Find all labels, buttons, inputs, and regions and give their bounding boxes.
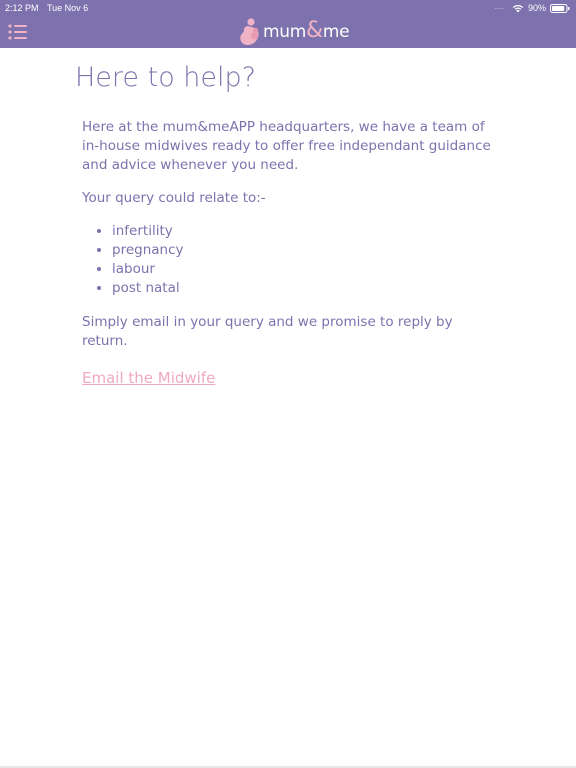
page-title: Here to help? bbox=[75, 62, 256, 93]
status-time: 2:12 PM bbox=[5, 3, 39, 13]
wifi-icon bbox=[512, 4, 524, 13]
list-item: • post natal bbox=[112, 279, 184, 298]
status-date: Tue Nov 6 bbox=[47, 3, 89, 13]
app-header bbox=[0, 0, 576, 48]
intro-paragraph: Here at the mum&meAPP headquarters, we have a team of in-house midwives ready to offer free independant guidance and advice whenever you need. bbox=[82, 119, 491, 173]
battery-percent: 90% bbox=[527, 3, 546, 13]
menu-list-icon[interactable] bbox=[8, 24, 28, 40]
list-item: • labour bbox=[112, 260, 184, 279]
query-intro: Your query could relate to:- bbox=[82, 190, 266, 206]
status-indicators bbox=[494, 0, 570, 16]
email-midwife-link[interactable]: Email the Midwife bbox=[82, 369, 216, 387]
list-item: • pregnancy bbox=[112, 241, 184, 260]
logo-text-mum: mum bbox=[263, 21, 306, 42]
list-item: • infertility bbox=[112, 222, 184, 241]
logo-ampersand: & bbox=[306, 17, 323, 43]
query-topic-list bbox=[82, 222, 184, 298]
battery-icon bbox=[550, 4, 570, 13]
logo-wordmark bbox=[263, 18, 349, 43]
cellular-signal-icon: ..... bbox=[494, 4, 504, 11]
closing-paragraph: Simply email in your query and we promise to reply by return. bbox=[82, 314, 453, 349]
app-logo bbox=[238, 17, 349, 47]
status-bar bbox=[0, 0, 576, 16]
mother-child-icon bbox=[238, 17, 262, 47]
logo-text-me: me bbox=[322, 21, 350, 42]
